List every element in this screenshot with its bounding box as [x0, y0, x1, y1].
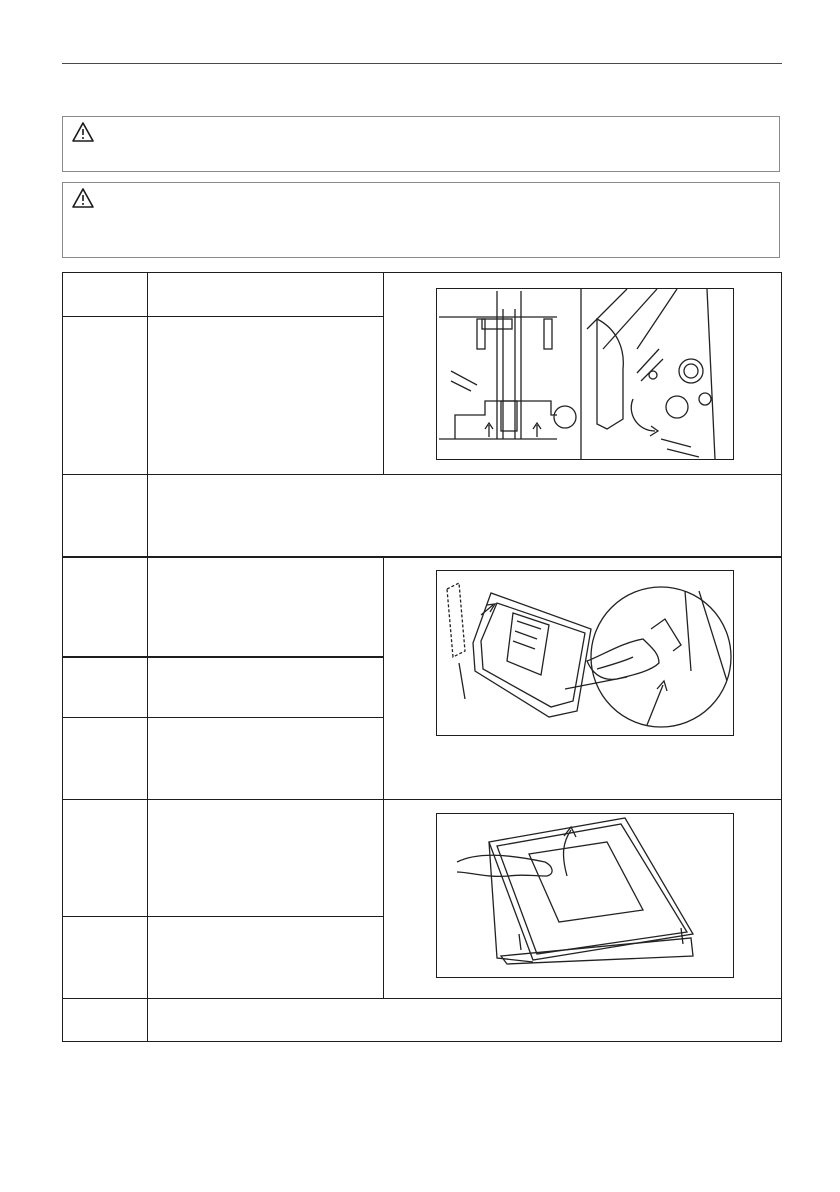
warning-triangle-icon [71, 187, 95, 209]
warning-box-1 [62, 116, 780, 172]
step-text-cell [147, 316, 384, 475]
step-number-cell [62, 998, 148, 1042]
door-glass-removal-figure [436, 570, 734, 736]
inner-glass-lift-figure [436, 813, 734, 978]
warning-box-2 [62, 182, 780, 258]
inner-glass-lift-drawing [437, 814, 733, 977]
door-hinge-lock-figure [436, 288, 734, 460]
step-number-cell [62, 656, 148, 718]
step-number-cell [62, 316, 148, 475]
step-text-cell [147, 656, 384, 718]
step-number-cell [62, 916, 148, 999]
step-text-cell [147, 717, 384, 800]
warning-triangle-icon [71, 121, 95, 143]
step-number-cell [62, 272, 148, 317]
door-hinge-lock-drawing [437, 289, 733, 459]
step-text-cell [147, 916, 384, 999]
step-number-cell [62, 799, 148, 917]
step-number-cell [62, 717, 148, 800]
header-rule [62, 63, 782, 64]
step-number-cell [62, 556, 148, 657]
steps-table [62, 272, 782, 1042]
step-number-cell [62, 474, 148, 557]
step-text-cell [147, 272, 384, 317]
step-text-cell [147, 799, 384, 917]
door-glass-removal-drawing [437, 571, 733, 735]
step-text-cell [147, 474, 782, 557]
step-text-cell [147, 556, 384, 657]
step-text-cell [147, 998, 782, 1042]
